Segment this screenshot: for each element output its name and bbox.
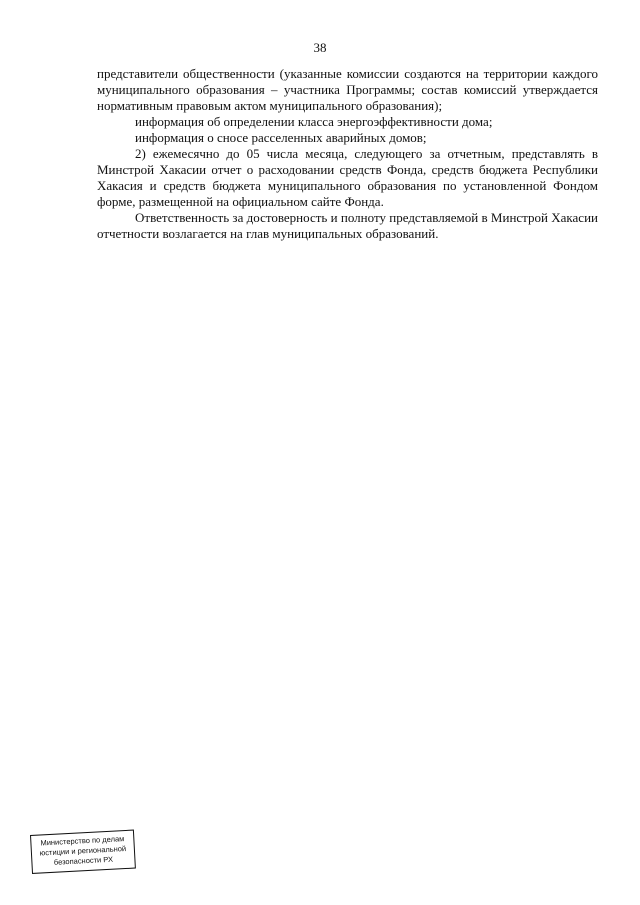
document-body — [97, 66, 598, 242]
paragraph: представители общественности (указанные комиссии создаются на территории каждого муниципального образования – участника Программы; состав комиссий утверждается нормативным правовым актом муниципального образования); — [97, 66, 598, 113]
paragraph: Ответственность за достоверность и полноту представляемой в Минстрой Хакасии отчетности возлагается на глав муниципальных образований. — [97, 210, 598, 241]
paragraph: 2) ежемесячно до 05 числа месяца, следующего за отчетным, представлять в Минстрой Хакасии отчет о расходовании средств Фонда, средств бюджета Республики Хакасия и средств бюджета муниципального образования по установленной Фондом форме, размещенной на официальном сайте Фонда. — [97, 146, 598, 209]
stamp-line: Министерство по делам — [40, 834, 125, 848]
paragraph: информация о сносе расселенных аварийных домов; — [135, 130, 427, 145]
ministry-stamp — [30, 830, 136, 874]
stamp-line: юстиции и региональной — [39, 843, 127, 858]
page-number: 38 — [313, 40, 327, 55]
paragraph: информация об определении класса энергоэффективности дома; — [135, 114, 493, 129]
stamp-line: безопасности РХ — [53, 854, 114, 867]
